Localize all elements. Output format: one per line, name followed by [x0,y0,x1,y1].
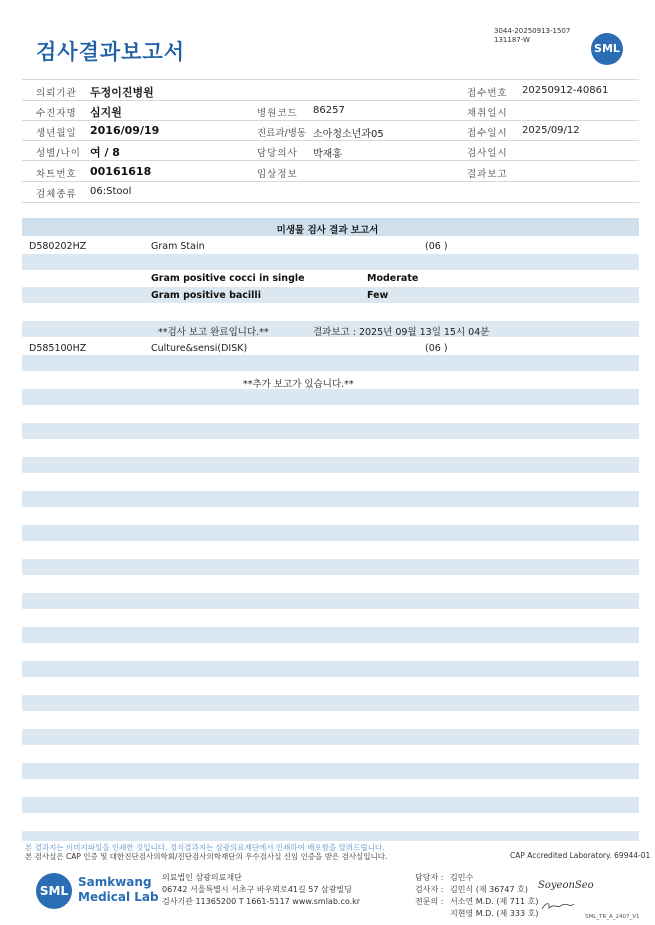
header-divider [22,181,639,182]
row-band [22,423,639,439]
row-band [22,457,639,473]
chart-value: 00161618 [90,165,152,178]
result-item: Gram positive cocci in single [151,273,305,284]
report-time: 결과보고 : 2025년 09월 13일 15시 04분 [313,327,490,338]
image-notice: 본 결과지는 이미지파일을 인쇄한 것입니다. 정식결과지는 삼광의료재단에서 인쇄하여 배포함을 알려드립니다. [25,843,385,852]
header-divider [22,160,639,161]
header-divider [22,100,639,101]
sex-age-label: 성별/나이 [36,148,81,159]
specialist-label: 전문의 : [415,897,444,906]
specimen-value: 06:Stool [90,186,132,197]
report-label: 결과보고 [467,169,508,180]
row-band [22,355,639,371]
birth-label: 생년월일 [36,128,77,139]
row-band [22,287,639,303]
manager-label: 담당자 : [415,873,444,882]
row-band [22,729,639,745]
dept-label: 진료과/병동 [257,128,307,139]
result-grade: Moderate [367,273,419,284]
test1-specimen-code: (06 ) [425,241,448,252]
header-divider [22,120,639,121]
dept-value: 소아청소년과05 [313,129,384,140]
patient-value: 심지원 [90,106,122,119]
row-band [22,593,639,609]
doctor-label: 담당의사 [257,148,298,159]
tester-label: 검사자 : [415,885,444,894]
row-band [22,559,639,575]
clinical-label: 임상정보 [257,169,298,180]
patient-label: 수진자명 [36,108,77,119]
document-id-line-2: 131187-W [494,36,530,44]
staff-values [450,872,538,920]
specimen-label: 검체종류 [36,189,77,200]
collected-label: 채취일시 [467,108,508,119]
row-band [22,763,639,779]
birth-value: 2016/09/19 [90,124,160,137]
doctor-value: 박재홍 [313,149,342,160]
page-title: 검사결과보고서 [36,40,186,64]
row-band [22,389,639,405]
document-id-line-1: 3044-20250913-1507 [494,27,571,35]
test-date-label: 검사일시 [467,148,508,159]
specialist-2: 지현영 M.D. (제 333 호) [450,909,539,918]
staff-labels [415,872,443,908]
chart-label: 차트번호 [36,169,77,180]
test2-name: Culture&sensi(DISK) [151,343,248,354]
row-band [22,797,639,813]
row-band [22,254,639,270]
header-divider [22,140,639,141]
additional-report-note: **추가 보고가 있습니다.** [243,379,354,390]
test1-code: D580202HZ [29,241,87,252]
sex-age-value: 여 / 8 [90,146,120,159]
hospital-code-label: 병원코드 [257,108,298,119]
institution-label: 의뢰기관 [36,88,77,99]
tester-name: 김민식 (제 36747 호) [450,885,528,894]
row-band [22,491,639,507]
result-item: Gram positive bacilli [151,290,261,301]
signature: SoyeonSeo [538,880,594,891]
footer-logo-line-2: Medical Lab [78,890,159,904]
section-title: 미생물 검사 결과 보고서 [276,225,379,236]
form-code: SML_TR_A_2407_V1 [585,914,640,920]
org-contact: 검사기관 11365200 T 1661-5117 www.smlab.co.kr [162,897,361,906]
row-band [22,525,639,541]
document-id [494,27,570,45]
receipt-date-label: 접수일시 [467,128,508,139]
certification-note: 본 검사실은 CAP 인증 및 대한진단검사의학회/진단검사의학재단의 우수검사실 신임 인증을 받은 검사실입니다. [25,852,388,861]
footer-logo-text [78,875,159,905]
specialist-1: 서소연 M.D. (제 711 호) [450,897,539,906]
row-band [22,695,639,711]
signature-scribble [540,897,576,909]
footer-logo-line-1: Samkwang [78,875,152,889]
receipt-no-label: 접수번호 [467,88,508,99]
row-band [22,627,639,643]
manager-name: 김민수 [450,873,474,882]
org-info [162,872,360,908]
cap-accreditation: CAP Accredited Laboratory. 69944-01 [510,851,651,860]
org-address: 06742 서울특별시 서초구 바우뫼로41길 57 삼광빌딩 [162,885,352,894]
test1-name: Gram Stain [151,241,205,252]
header-divider [22,79,639,80]
sml-logo-icon: SML [591,33,623,65]
test2-code: D585100HZ [29,343,87,354]
institution-value: 두정이진병원 [90,86,154,99]
receipt-date-value: 2025/09/12 [522,125,580,136]
row-band [22,831,639,841]
sml-footer-logo-icon: SML [36,873,72,909]
row-band [22,661,639,677]
test2-specimen-code: (06 ) [425,343,448,354]
header-divider [22,202,639,203]
report-complete-note: **검사 보고 완료입니다.** [158,327,269,338]
hospital-code-value: 86257 [313,105,345,116]
receipt-no-value: 20250912-40861 [522,85,609,96]
result-grade: Few [367,290,389,301]
org-name: 의료법인 삼광의료재단 [162,873,242,882]
